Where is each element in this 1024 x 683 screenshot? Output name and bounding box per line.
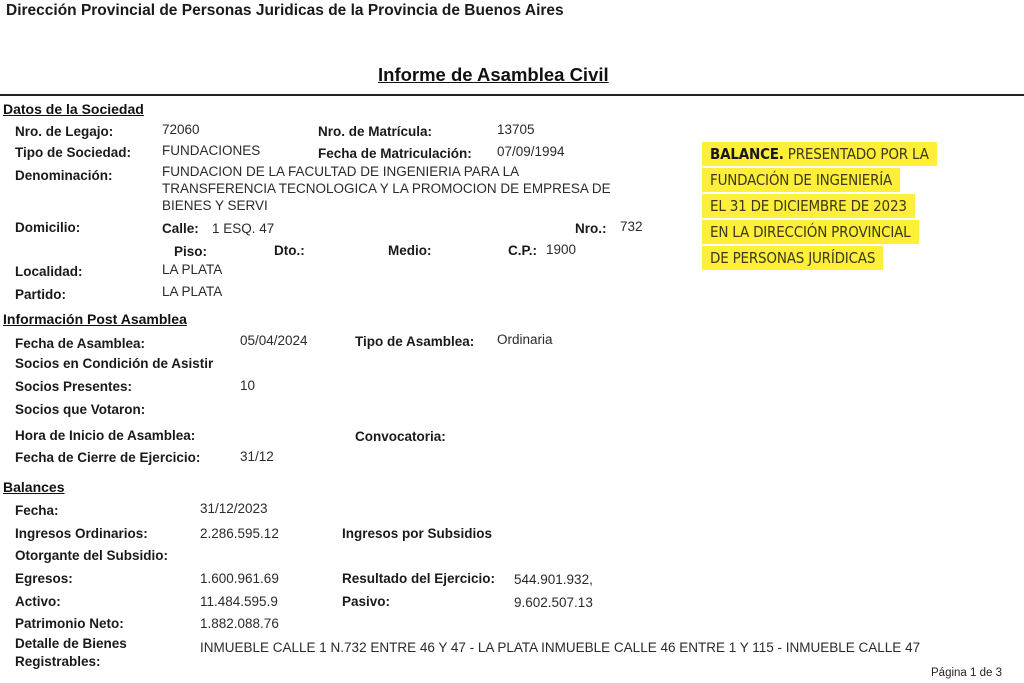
fecha-matriculacion-label: Fecha de Matriculación: (318, 146, 472, 161)
fecha-asamblea-label: Fecha de Asamblea: (15, 336, 146, 351)
section-post-asamblea: Información Post Asamblea (3, 311, 187, 327)
highlight-line-4: EN LA DIRECCIÓN PROVINCIAL (702, 220, 919, 244)
highlight-line-1 (702, 142, 937, 166)
section-balances: Balances (3, 479, 65, 495)
activo-label: Activo: (15, 594, 61, 609)
balance-fecha-value: 31/12/2023 (200, 501, 268, 516)
localidad-value: LA PLATA (162, 262, 223, 277)
matricula-label: Nro. de Matrícula: (318, 124, 433, 139)
section-datos-sociedad: Datos de la Sociedad (3, 101, 144, 117)
legajo-value: 72060 (162, 122, 200, 137)
medio-label: Medio: (388, 243, 432, 258)
socios-votaron-label: Socios que Votaron: (15, 402, 146, 417)
hora-inicio-label: Hora de Inicio de Asamblea: (15, 428, 196, 443)
fecha-matriculacion-value: 07/09/1994 (497, 144, 565, 159)
pasivo-label: Pasivo: (342, 594, 391, 609)
ingresos-ordinarios-value: 2.286.595.12 (200, 526, 279, 541)
tipo-asamblea-label: Tipo de Asamblea: (355, 334, 475, 349)
detalle-bienes-label-1: Detalle de Bienes (15, 636, 127, 651)
socios-presentes-value: 10 (240, 378, 256, 393)
title-divider (0, 94, 1024, 96)
denominacion-label: Denominación: (15, 168, 113, 183)
fecha-cierre-label: Fecha de Cierre de Ejercicio: (15, 450, 201, 465)
tipo-asamblea-value: Ordinaria (497, 332, 553, 347)
partido-value: LA PLATA (162, 284, 223, 299)
page-number: Página 1 de 3 (931, 667, 1002, 679)
patrimonio-neto-label: Patrimonio Neto: (15, 616, 124, 631)
balance-fecha-label: Fecha: (15, 503, 59, 518)
calle-value: 1 ESQ. 47 (212, 221, 275, 236)
fecha-cierre-value: 31/12 (240, 449, 274, 464)
convocatoria-label: Convocatoria: (355, 429, 446, 444)
ingresos-ordinarios-label: Ingresos Ordinarios: (15, 526, 148, 541)
denominacion-line-1: FUNDACION DE LA FACULTAD DE INGENIERIA PARA LA (162, 164, 520, 179)
highlight-line-2: FUNDACIÓN DE INGENIERÍA (702, 168, 900, 192)
patrimonio-neto-value: 1.882.088.76 (200, 616, 279, 631)
cp-label: C.P.: (508, 243, 538, 258)
ingresos-subsidios-label: Ingresos por Subsidios (342, 526, 493, 541)
report-title: Informe de Asamblea Civil (378, 64, 609, 85)
resultado-ejercicio-label: Resultado del Ejercicio: (342, 571, 496, 586)
localidad-label: Localidad: (15, 264, 83, 279)
nro-label: Nro.: (575, 221, 607, 236)
detalle-bienes-value: INMUEBLE CALLE 1 N.732 ENTRE 46 Y 47 - LA PLATA INMUEBLE CALLE 46 ENTRE 1 Y 115 - INMUEBLE CALLE 47 (200, 640, 921, 655)
tipo-sociedad-value: FUNDACIONES (162, 143, 261, 158)
pasivo-value: 9.602.507.13 (514, 595, 593, 610)
denominacion-line-2: TRANSFERENCIA TECNOLOGICA Y LA PROMOCION DE EMPRESA DE (162, 181, 611, 196)
egresos-value: 1.600.961.69 (200, 571, 279, 586)
highlight-line-1-rest: PRESENTADO POR LA (783, 145, 929, 163)
highlight-bold-word: BALANCE. (710, 145, 784, 163)
matricula-value: 13705 (497, 122, 535, 137)
tipo-sociedad-label: Tipo de Sociedad: (15, 145, 132, 160)
fecha-asamblea-value: 05/04/2024 (240, 333, 308, 348)
highlight-line-3: EL 31 DE DICIEMBRE DE 2023 (702, 194, 915, 218)
legajo-label: Nro. de Legajo: (15, 124, 114, 139)
calle-label: Calle: (162, 221, 199, 236)
socios-presentes-label: Socios Presentes: (15, 379, 133, 394)
resultado-ejercicio-value: 544.901.932, (514, 572, 593, 587)
cp-value: 1900 (546, 242, 577, 257)
dto-label: Dto.: (274, 243, 305, 258)
piso-label: Piso: (174, 244, 208, 259)
denominacion-line-3: BIENES Y SERVI (162, 198, 268, 213)
agency-header: Dirección Provincial de Personas Juridicas de la Provincia de Buenos Aires (6, 2, 564, 19)
highlight-line-5: DE PERSONAS JURÍDICAS (702, 246, 883, 270)
nro-value: 732 (620, 219, 643, 234)
activo-value: 11.484.595.9 (200, 594, 278, 609)
domicilio-label: Domicilio: (15, 220, 81, 235)
partido-label: Partido: (15, 287, 67, 302)
egresos-label: Egresos: (15, 571, 73, 586)
socios-asistir-label: Socios en Condición de Asistir (15, 356, 214, 371)
detalle-bienes-label-2: Registrables: (15, 654, 101, 669)
otorgante-subsidio-label: Otorgante del Subsidio: (15, 548, 169, 563)
